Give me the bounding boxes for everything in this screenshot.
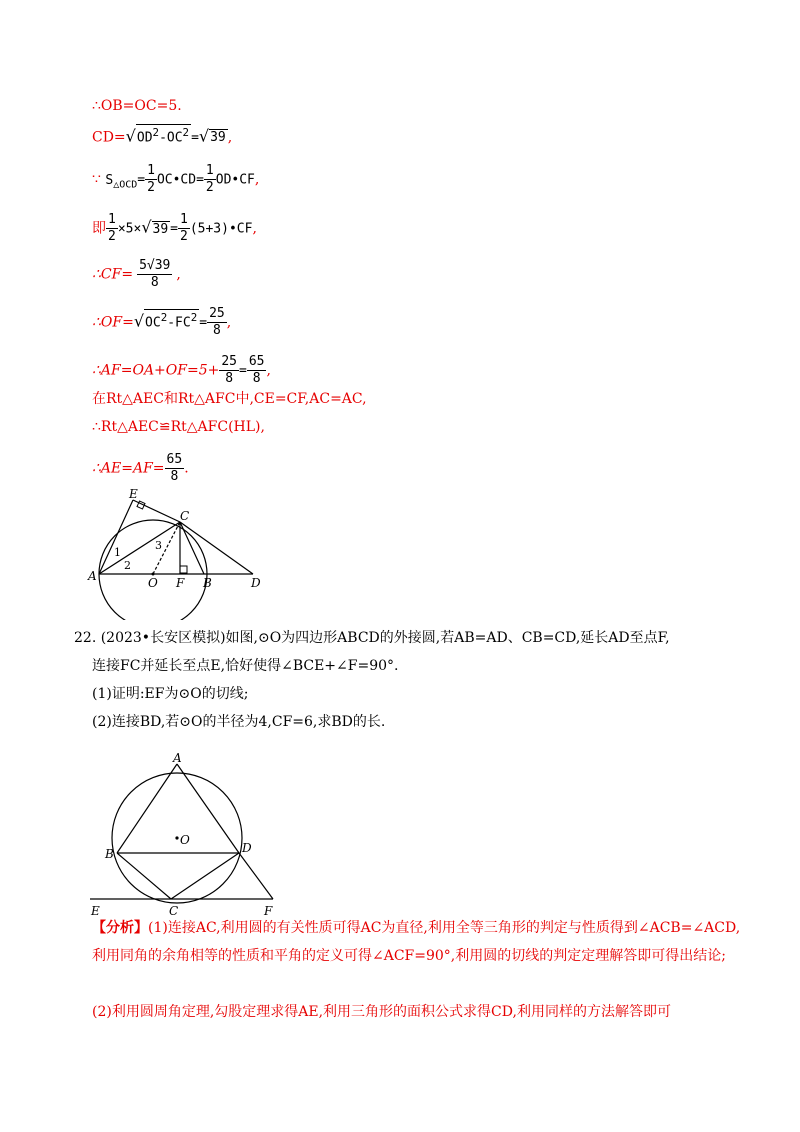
label-f-2: F (264, 904, 273, 918)
question-1: (1)证明:EF为⊙O的切线; (92, 686, 249, 702)
angle-label-2: 2 (124, 559, 131, 572)
step-af: ∴AF=OA+OF=5+ $\frac{25}{8}$ = $\frac{65}{8}$ , (92, 354, 271, 386)
area-s: $S_{\triangle OCD}$ (105, 172, 138, 191)
half-frac-4: $\frac{1}{2}$ (180, 212, 188, 244)
cf-frac: $\frac{5√39}{8}$ (139, 258, 171, 290)
step-ob-oc (92, 97, 182, 115)
problem-22-line-2: 连接FC并延长至点E,恰好使得∠BCE+∠F=90°. (92, 658, 399, 674)
rt-text: 在Rt△AEC和Rt△AFC中,CE=CF,AC=AC, (92, 391, 367, 407)
line-ab (117, 764, 177, 853)
step-area: ∵ $S_{\triangle OCD}=$ $\frac{1}{2}$ OC•CD= $\frac{1}{2}$ OD•CF, (92, 163, 260, 195)
half-frac-1: $\frac{1}{2}$ (147, 163, 155, 195)
step-ji: 即 $\frac{1}{2}$ ×5×√39 = $\frac{1}{2}$ (5+3)•CF, (92, 212, 257, 244)
of-frac: $\frac{25}{8}$ (209, 306, 225, 338)
label-b: B (203, 576, 212, 590)
line-cd (180, 522, 253, 574)
analysis-tag: 【分析】 (92, 920, 148, 936)
cd-radicand: $OD^2-OC^2$ (136, 126, 190, 146)
step-ae: ∴AE=AF= $\frac{65}{8}$ . (92, 452, 189, 484)
center-point-o-2 (175, 836, 178, 839)
label-f: F (176, 576, 185, 590)
label-o-2: O (180, 833, 190, 847)
because-symbol: ∵ (92, 171, 101, 188)
af-frac-1: $\frac{25}{8}$ (221, 354, 237, 386)
of-prefix: ∴OF= (92, 314, 134, 331)
congruent-text: ∴Rt△AEC≌Rt△AFC(HL), (92, 419, 265, 435)
label-a-2: A (173, 752, 182, 765)
analysis-p1-text: (1)连接AC,利用圆的有关性质可得AC为直径,利用全等三角形的判定与性质得到∠ACB=∠ACD,利用同角的余角相等的性质和平角的定义可得∠ACF=90°,利用圆的切线的判定定理解答即可得出结论; (92, 920, 741, 964)
label-d-2: D (242, 841, 252, 855)
right-angle-f (180, 566, 187, 573)
cd-prefix: CD= (92, 129, 126, 146)
af-prefix: ∴AF=OA+OF=5+ (92, 362, 220, 379)
figure-1-geometry (85, 485, 275, 620)
label-b-2: B (105, 847, 114, 861)
ae-prefix: ∴AE=AF= (92, 460, 165, 477)
label-e: E (129, 487, 138, 501)
step-rt (92, 390, 367, 408)
cd-value: 39 (210, 130, 226, 146)
label-c: C (180, 509, 190, 523)
line-ec (133, 500, 180, 522)
step-ob-oc-text: ∴OB=OC=5. (92, 98, 182, 114)
line-df (239, 853, 273, 899)
half-frac-2: $\frac{1}{2}$ (205, 163, 214, 195)
figure-2-geometry (85, 752, 295, 922)
of-radicand: $OC^2-FC^2$ (145, 311, 198, 331)
step-congruent (92, 418, 265, 436)
step-of: $\therefore OF=√OC^2-FC^2$ = $\frac{25}{8}$ , (92, 306, 232, 338)
step-cd: $CD=√OD^2-OC^2 =√39$ , (92, 126, 233, 146)
angle-label-3: 3 (155, 539, 162, 552)
ji-radicand: 39 (152, 221, 169, 237)
analysis-part-1 (92, 914, 742, 970)
step-cf: ∴CF= $\frac{5√39}{8}$ , (92, 258, 181, 290)
problem-22-line-1: 22. (2023•长安区模拟)如图,⊙O为四边形ABCD的外接圆,若AB=AD、CB=CD,延长AD至点F, (74, 630, 670, 646)
line-cd-2 (171, 853, 239, 899)
ae-frac: $\frac{65}{8}$ (166, 452, 183, 484)
cf-prefix: ∴CF= (92, 266, 134, 283)
label-a: A (88, 569, 97, 583)
line-bc (117, 853, 171, 899)
angle-label-1: 1 (114, 546, 121, 559)
label-o: O (148, 576, 158, 590)
circle-o (99, 520, 207, 620)
ji-text: 即 (92, 220, 106, 237)
analysis-part-2: (2)利用圆周角定理,勾股定理求得AE,利用三角形的面积公式求得CD,利用同样的方法解答即可 (92, 1004, 671, 1020)
half-frac-3: $\frac{1}{2}$ (108, 212, 116, 244)
af-frac-2: $\frac{65}{8}$ (248, 354, 265, 386)
question-2: (2)连接BD,若⊙O的半径为4,CF=6,求BD的长. (92, 714, 386, 730)
label-e-2: E (91, 904, 100, 918)
label-c-2: C (169, 904, 179, 918)
label-d: D (251, 576, 261, 590)
